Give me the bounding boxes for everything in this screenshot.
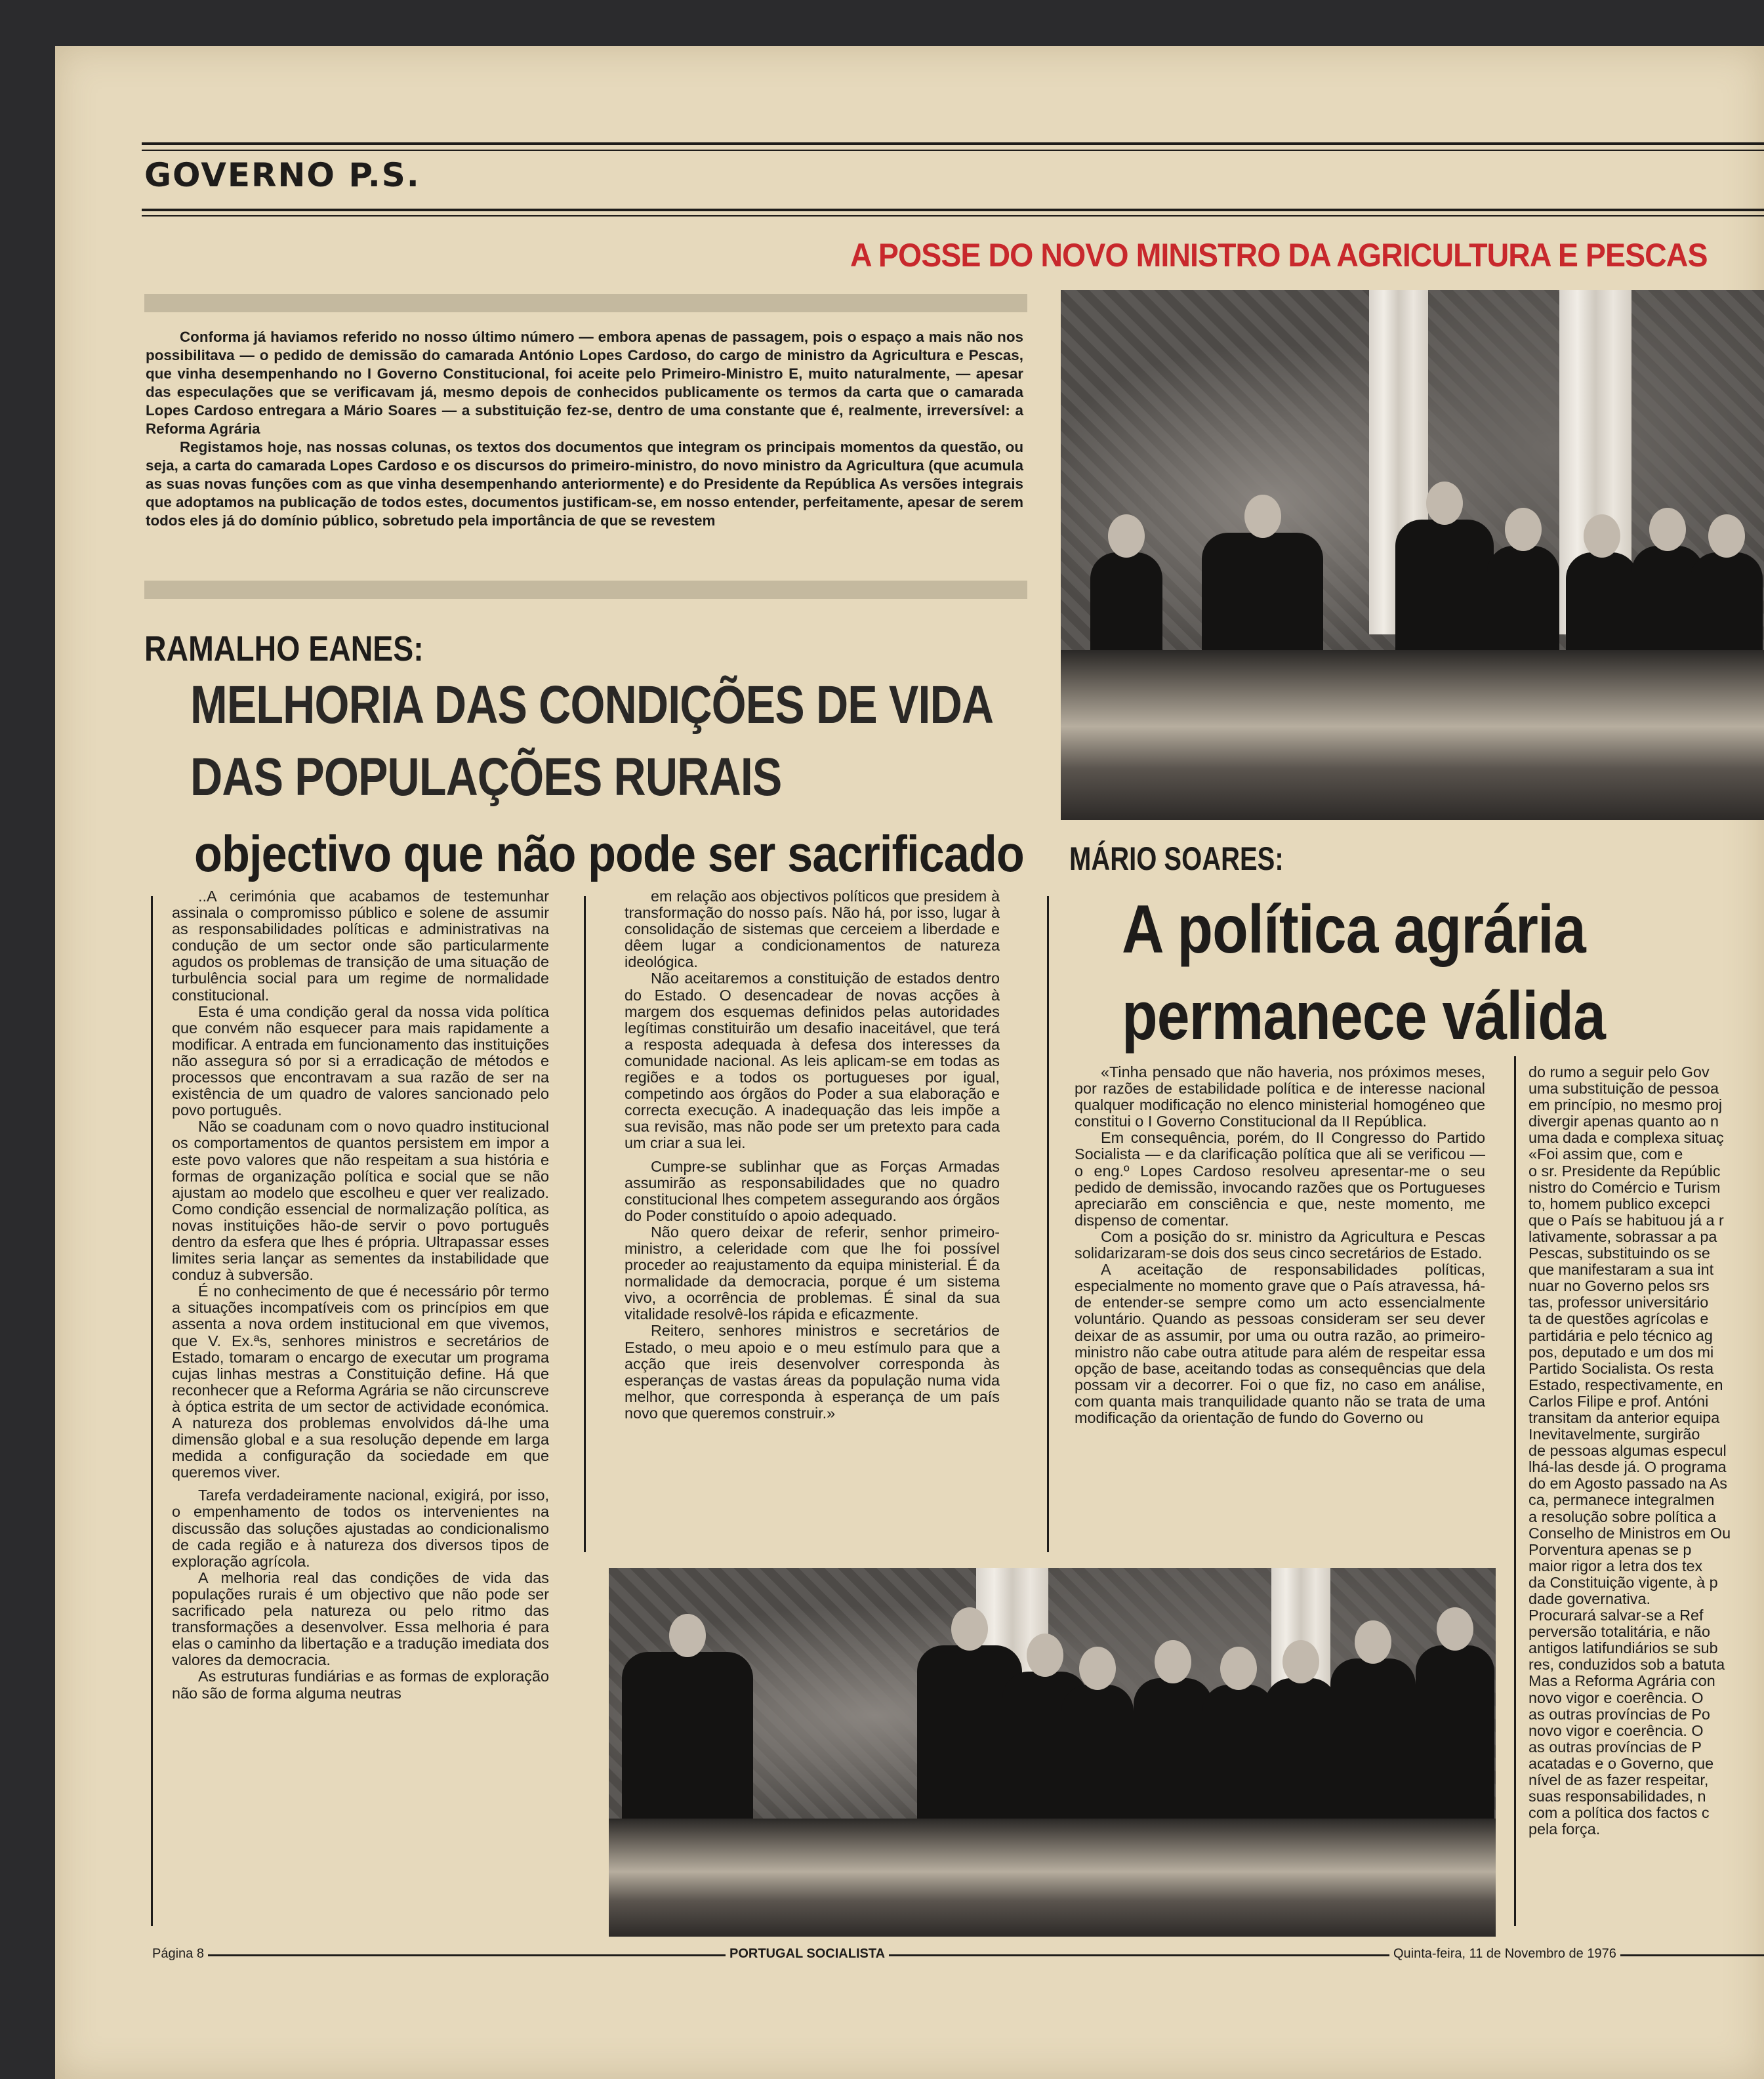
soares-column-2-line: nível de as fazer respeitar, [1528,1771,1709,1789]
soares-column-2-line: Inevitavelmente, surgirão [1528,1426,1700,1443]
eanes-column-2 [625,888,1000,1422]
eanes-paragraph: em relação aos objectivos políticos que presidem à transformação do nosso país. Não há, por isso, lugar à consolidação de sistemas que cerceiem a liberdade e dêem lugar a condicionamentos de natureza ideológica. [625,888,1000,971]
soares-paragraph: «Tinha pensado que não haveria, nos próximos meses, por razões de estabilidade política e de interesse nacional qualquer modificação no elenco ministerial homogéneo que constitui o I Governo Constitucional da II República. [1075,1063,1485,1130]
eanes-paragraph: Esta é uma condição geral da nossa vida política que convém não esquecer para mais rapidamente a modificar. A entrada em funcionamento das instituições não assegura só por si a erradicação de métodos e processos que encontravam a sua razão de ser na existência de um quadro de valores sancionado pelo povo português. [172,1002,549,1119]
soares-paragraph: Em consequência, porém, do II Congresso do Partido Socialista — e da clarificação política que ali se verificou — o eng.º Lopes Cardoso resolveu apresentar-me o seu pedido de demissão, invocando razões que os Portugueses apreciarão em consciência e que, neste momento, me dispenso de comentar. [1075,1129,1485,1229]
eanes-paragraph: Reitero, senhores ministros e secretários de Estado, o meu apoio e o meu estímulo para que a acção que ireis desenvolver corresponda às esperanças de vastas áreas da população numa vida melhor, que corresponda à esperança de um país novo que queremos construir.» [625,1322,1000,1422]
top-rule-thin [142,150,1764,151]
soares-column-2-line: do em Agosto passado na As [1528,1475,1727,1492]
eanes-column-1 [172,888,549,1702]
photo-ceremony-bottom [609,1568,1496,1937]
photo-ceremony-top [1061,290,1764,820]
soares-column-2-line: as outras províncias de Po [1528,1705,1710,1723]
soares-column-2-line: divergir apenas quanto ao n [1528,1113,1719,1130]
soares-column-2-line: a resolução sobre política a [1528,1508,1717,1525]
soares-column-2-line: nistro do Comércio e Turism [1528,1178,1721,1196]
soares-column-2-line: suas responsabilidades, n [1528,1788,1706,1805]
eanes-headline-line-2: DAS POPULAÇÕES RURAIS [190,747,782,807]
soares-column-2-line: transitam da anterior equipa [1528,1409,1720,1426]
page-footer [152,1946,1764,1966]
footer-page-number: Página 8 [148,1946,208,1962]
soares-column-2-line: da Constituição vigente, à p [1528,1573,1718,1591]
soares-column-2-line: nuar no Governo pelos srs [1528,1277,1710,1295]
soares-column-2-line: dade governativa. [1528,1590,1651,1607]
section-rule [142,209,1764,211]
soares-column-2-line: novo vigor e coerência. O [1528,1721,1704,1739]
soares-column-2-line: que o País se habituou já a r [1528,1211,1724,1229]
soares-column-2-line: tas, professor universitário [1528,1294,1709,1311]
section-label: GOVERNO P.S. [144,156,420,194]
eanes-headline-line-1: MELHORIA DAS CONDIÇÕES DE VIDA [190,675,994,735]
soares-column-2-line: to, homem publico excepci [1528,1195,1710,1212]
soares-column-2-line: ta de questões agrícolas e [1528,1310,1709,1328]
soares-column-2-line: Porventura apenas se p [1528,1540,1692,1558]
eanes-paragraph: Não quero deixar de referir, senhor primeiro-ministro, a celeridade com que lhe foi possível proceder ao reajustamento da equipa ministerial. É da normalidade da democracia, porque é um sistema vivo, a ocorrência de problemas. É sinal da sua vitalidade resolvê-los rápida e eficazmente. [625,1223,1000,1323]
soares-column-2-line: pos, deputado e um dos mi [1528,1343,1714,1361]
gray-band-top [144,294,1027,312]
soares-column-2-line: ca, permanece integralmen [1528,1491,1715,1509]
soares-column-2-line: Procurará salvar-se a Ref [1528,1607,1704,1624]
soares-column-2-line: lhá-las desde já. O programa [1528,1458,1727,1476]
soares-column-2-line: novo vigor e coerência. O [1528,1689,1704,1706]
soares-column-2-line: «Foi assim que, com e [1528,1145,1683,1163]
soares-column-rule-left [1047,896,1049,1552]
soares-column-2-line: com a política dos factos c [1528,1804,1710,1822]
soares-column-2-line: em princípio, no mesmo proj [1528,1096,1723,1114]
eanes-kicker: RAMALHO EANES: [144,629,424,669]
eanes-paragraph: As estruturas fundiárias e as formas de exploração não são de forma alguma neutras [172,1668,549,1702]
eanes-paragraph: Tarefa verdadeiramente nacional, exigirá, por isso, o empenhamento de todos os intervenientes na discussão das soluções ajustadas ao condicionalismo de cada região e à natureza dos diversos tipos de exploração agrícola. [172,1487,549,1570]
soares-kicker: MÁRIO SOARES: [1069,840,1284,877]
soares-column-2-line: do rumo a seguir pelo Gov [1528,1063,1710,1081]
eanes-paragraph: Não se coadunam com o novo quadro institucional os comportamentos de quantos persistem em impor a este povo valores que não respeitam a sua história e formas de organização política e social que se não ajustam ao modelo que escolheu e quer ver realizado. Como condição essencial de normalização política, as novas instituições hão-de servir o povo português dentro da esfera que lhes é própria. Ultrapassar esses limites seria lançar as sementes da instabilidade que conduz à subversão. [172,1118,549,1284]
eanes-paragraph: Cumpre-se sublinhar que as Forças Armadas assumirão as responsabilidades que no quadro constitucional lhes competem assegurando aos órgãos do Poder constituído o apoio adequado. [625,1157,1000,1224]
footer-date: Quinta-feira, 11 de Novembro de 1976 [1389,1946,1620,1962]
eanes-column-rule-left [151,896,153,1926]
intro-paragraph: Registamos hoje, nas nossas colunas, os textos dos documentos que integram os principais momentos da questão, ou seja, a carta do camarada Lopes Cardoso e os discursos do primeiro-ministro, do novo ministro da Agricultura (que acumula as suas novas funções com as que vinha desempenhando anteriormente) e do Presidente da República As versões integrais que adoptamos na publicação de todos estes, documentos justificam-se, em nosso entender, perfeitamente, apesar de serem todos eles já do domínio público, sobretudo pela importância de que se revestem [146,439,1023,529]
intro-text [146,328,1023,530]
soares-column-2-line: antigos latifundiários se sub [1528,1639,1718,1657]
soares-column-2-line: o sr. Presidente da Repúblic [1528,1162,1721,1180]
soares-column-2-line: pela força. [1528,1821,1601,1838]
eanes-column-rule-middle [584,896,586,1552]
footer-paper-name: PORTUGAL SOCIALISTA [726,1946,889,1962]
soares-column-2-line: partidária e pelo técnico ag [1528,1327,1713,1344]
soares-column-2-line: perversão totalitária, e não [1528,1623,1710,1641]
soares-column-2-line: lativamente, sobrassar a pa [1528,1227,1717,1245]
soares-paragraph: A aceitação de responsabilidades políticas, especialmente no momento grave que o País atravessa, há-de entender-se sempre como um acto essencialmente voluntário. Quando as pessoas consideram ser seu dever deixar de as assumir, por uma ou outra razão, ao primeiro-ministro não cabe outra atitude para além de respeitar essa opção de base, aceitando todas as consequências que dela possam vir a decorrer. Foi o que fiz, no caso em análise, com quanta mais tranquilidade quanto não se trata de uma modificação da orientação de fundo do Governo ou [1075,1261,1485,1426]
soares-column-2-line: res, conduzidos sob a batuta [1528,1656,1725,1674]
soares-column-2-line: uma substituição de pessoa [1528,1080,1719,1098]
eanes-subhead: objectivo que não pode ser sacrificado [194,825,1024,882]
gray-band-bottom [144,581,1027,599]
top-headline: A POSSE DO NOVO MINISTRO DA AGRICULTURA E PESCAS [850,237,1708,274]
intro-paragraph: Conforma já haviamos referido no nosso último número — embora apenas de passagem, pois o espaço a mais não nos possibilitava — o pedido de demissão do camarada António Lopes Cardoso, do cargo de ministro da Agricultura e Pescas, que vinha desempenhando no I Governo Constitucional, foi aceite pelo Primeiro-Ministro E, muito naturalmente, — apesar das especulações que se verificavam já, mesmo depois de conhecidos publicamente os termos da carta que o camarada Lopes Cardoso entregara a Mário Soares — a substituição fez-se, dentro de uma constante que é, realmente, irreversível: a Reforma Agrária [146,329,1023,437]
soares-column-2-line: acatadas e o Governo, que [1528,1754,1714,1772]
eanes-paragraph: A melhoria real das condições de vida das populações rurais é um objectivo que não pode ser sacrificado pela natureza ou pelo ritmo das transformações a desenvolver. Essa melhoria é para elas o caminho da libertação e a tradução imediata dos valores da democracia. [172,1569,549,1669]
soares-column-2-line: de pessoas algumas especul [1528,1442,1727,1460]
eanes-paragraph: É no conhecimento de que é necessário pôr termo a situações incompatíveis com os princípios em que assenta a nova ordem institucional em que vivemos, que V. Ex.ªs, senhores ministros e secretários de Estado, tomaram o encargo de executar um programa cujas linhas mestras a Constituição define. Há que reconhecer que a Reforma Agrária se não circunscreve à óptica estrita de um sector de actividade económica. A natureza dos problemas envolvidos dá-lhe uma dimensão global e a sua resolução depende em larga medida a configuração da sociedade em que queremos viver. [172,1283,549,1481]
soares-column-rule-right [1514,1056,1516,1926]
soares-column-2-line: uma dada e complexa situaç [1528,1129,1724,1147]
soares-column-2-line: Conselho de Ministros em Ou [1528,1524,1731,1542]
soares-column-2-line: Carlos Filipe e prof. Antóni [1528,1392,1709,1410]
soares-column-2-line: Estado, respectivamente, en [1528,1376,1723,1393]
soares-column-2-line: maior rigor a letra dos tex [1528,1557,1703,1575]
soares-column-1 [1075,1064,1485,1426]
soares-paragraph: Com a posição do sr. ministro da Agricultura e Pescas solidarizaram-se dois dos seus cinco secretários de Estado. [1075,1227,1485,1262]
soares-column-2-line: Partido Socialista. Os resta [1528,1359,1714,1377]
soares-column-2-line: as outras províncias de P [1528,1738,1702,1756]
soares-headline-line-1: A política agrária [1122,892,1586,968]
soares-column-2-line: que manifestaram a sua int [1528,1261,1714,1279]
section-rule-thin [142,215,1764,216]
eanes-paragraph: ..A cerimónia que acabamos de testemunhar assinala o compromisso público e solene de assumir as responsabilidades políticas e administrativas na condução de um sector onde são particularmente agudos os problemas de transição de uma situação de turbulência social para um regime de normalidade constitucional. [172,888,549,1004]
soares-column-2 [1528,1064,1764,1838]
eanes-paragraph: Não aceitaremos a constituição de estados dentro do Estado. O desencadear de novas acções à margem dos esquemas definidos pelas autoridades legítimas constituirão um desafio inaceitável, que terá a resposta adequada à defesa dos interesses da comunidade nacional. As leis aplicam-se em todas as regiões e a todos os portugueses por igual, competindo aos órgãos do Poder a sua elaboração e correcta execução. A inadequação das leis impõe a sua revisão, mas não pode ser um pretexto para cada um criar a sua lei. [625,970,1000,1152]
soares-column-2-line: Pescas, substituindo os se [1528,1245,1710,1262]
top-rule [142,142,1764,145]
soares-column-2-line: Mas a Reforma Agrária con [1528,1672,1715,1690]
soares-headline-line-2: permanece válida [1122,978,1605,1054]
